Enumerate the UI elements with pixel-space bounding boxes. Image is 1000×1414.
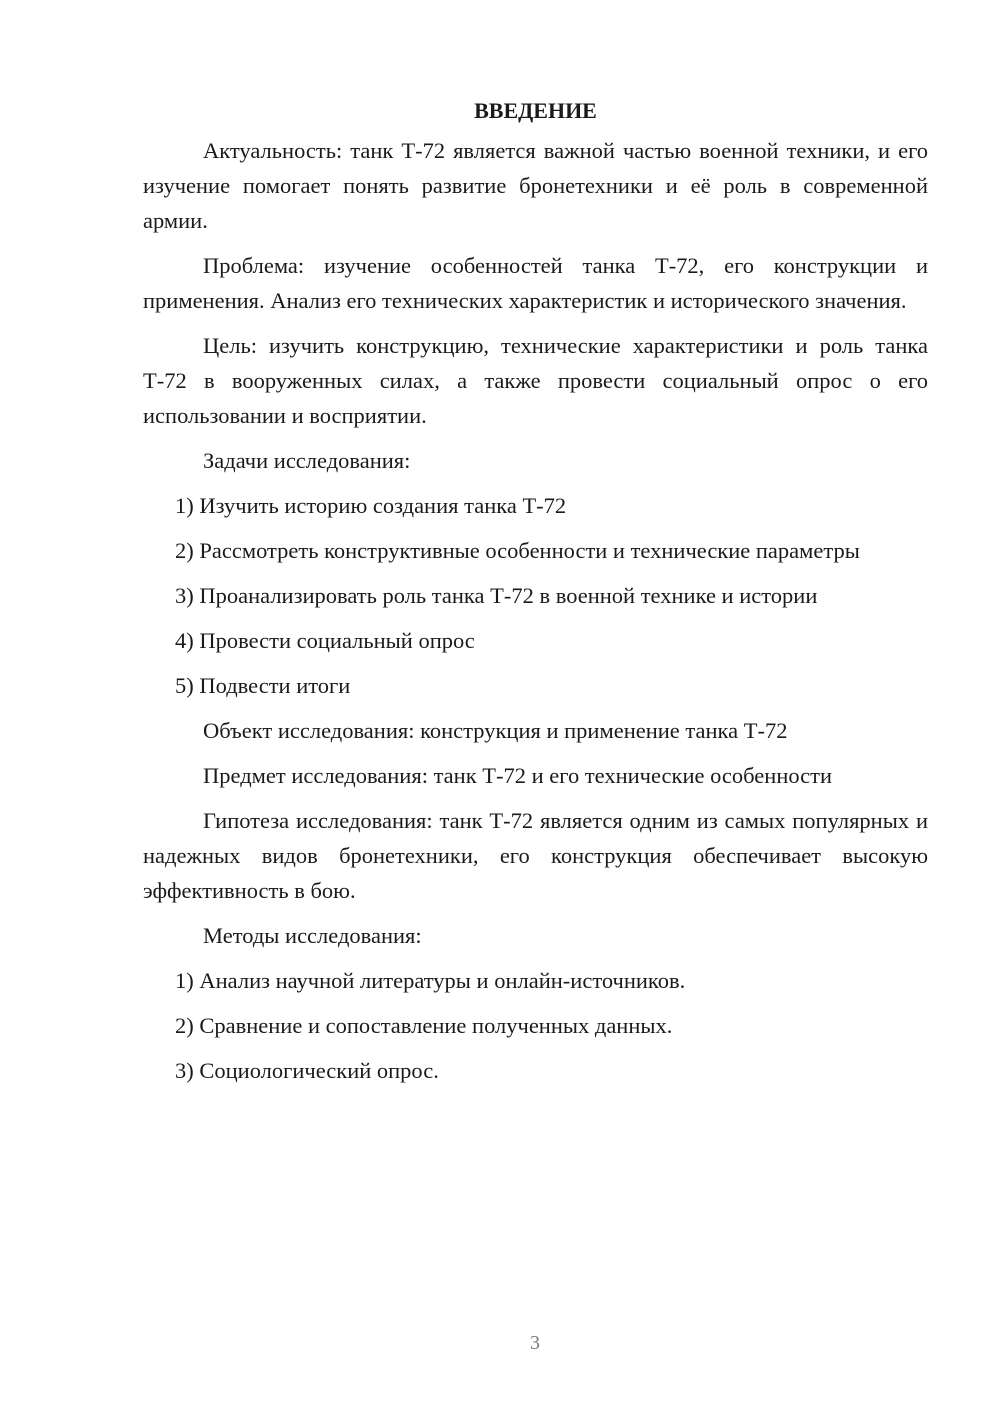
problem-paragraph: Проблема: изучение особенностей танка Т-72, его конструкции и применения. Анализ его технических характеристик и исторического значения. [143, 253, 928, 313]
method-item-3: 3) Социологический опрос. [175, 1058, 439, 1083]
task-item-4: 4) Провести социальный опрос [175, 628, 475, 653]
research-object: Объект исследования: конструкция и применение танка Т-72 [203, 718, 788, 743]
research-subject: Предмет исследования: танк Т-72 и его технические особенности [203, 763, 833, 788]
method-item-1: 1) Анализ научной литературы и онлайн-источников. [175, 968, 686, 993]
task-item-3: 3) Проанализировать роль танка Т-72 в военной технике и истории [175, 583, 818, 608]
document-page [143, 94, 928, 1098]
task-item-1: 1) Изучить историю создания танка Т-72 [175, 493, 567, 518]
hypothesis-paragraph: Гипотеза исследования: танк Т-72 является одним из самых популярных и надежных видов бронетехники, его конструкция обеспечивает высокую эффективность в бою. [143, 808, 928, 903]
goal-paragraph: Цель: изучить конструкцию, технические характеристики и роль танка Т-72 в вооруженных силах, а также провести социальный опрос о его использовании и восприятии. [143, 333, 928, 428]
task-item-2: 2) Рассмотреть конструктивные особенности и технические параметры [175, 538, 860, 563]
section-title: ВВЕДЕНИЕ [474, 98, 597, 123]
tasks-heading: Задачи исследования: [203, 448, 411, 473]
method-item-2: 2) Сравнение и сопоставление полученных данных. [175, 1013, 673, 1038]
relevance-paragraph: Актуальность: танк Т-72 является важной частью военной техники, и его изучение помогает понять развитие бронетехники и её роль в современной армии. [143, 138, 928, 233]
page-number: 3 [530, 1332, 540, 1354]
task-item-5: 5) Подвести итоги [175, 673, 351, 698]
methods-heading: Методы исследования: [203, 923, 422, 948]
